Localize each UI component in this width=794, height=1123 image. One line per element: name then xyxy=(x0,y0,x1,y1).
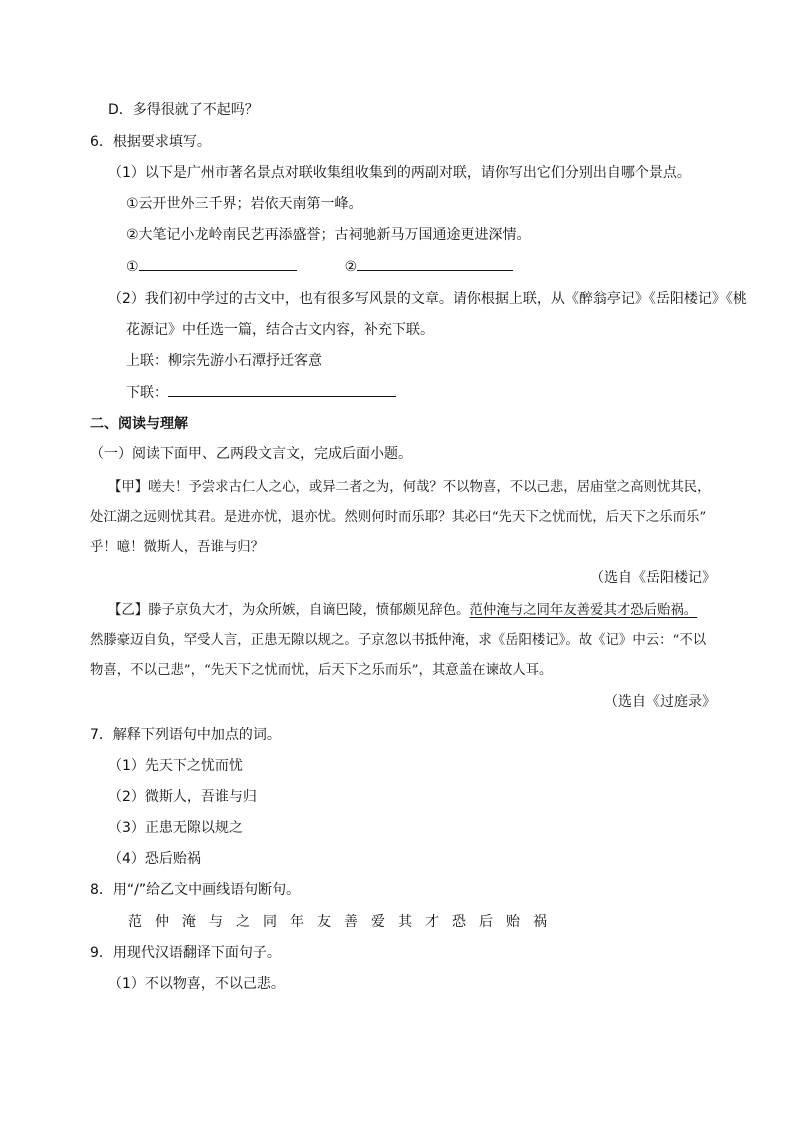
q7-item-1: （1）先天下之忧而忧 xyxy=(108,758,243,774)
passage-yi-line-1-text: 【乙】滕子京负大才，为众所嫉，自谪巴陵，愤郁颇见辞色。 xyxy=(108,603,470,618)
passage-jia-source: （选自《岳阳楼记》 xyxy=(590,570,716,586)
q8-char[interactable]: 爱 xyxy=(371,914,385,930)
section-heading: 二、阅读与理解 xyxy=(90,416,188,432)
q8-char[interactable]: 范 xyxy=(128,914,142,930)
q8-char[interactable]: 善 xyxy=(344,914,358,930)
passage-yi-line-3: 物喜，不以己悲”，“先天下之忧而忧，后天下之乐而乐”，其意盖在谏故人耳。 xyxy=(90,663,553,678)
q8-char[interactable]: 友 xyxy=(317,914,331,930)
answer-blank-1[interactable] xyxy=(139,256,297,271)
lower-couplet-label: 下联： xyxy=(126,385,168,401)
q8-char[interactable]: 贻 xyxy=(506,914,520,930)
lower-couplet-blank[interactable] xyxy=(168,382,396,397)
q6-stem: 6．根据要求填写。 xyxy=(90,134,211,150)
q8-char[interactable]: 恐 xyxy=(452,914,466,930)
blank-1-label: ① xyxy=(126,259,139,275)
q8-stem: 8．用“/”给乙文中画线语句断句。 xyxy=(90,882,301,898)
passage-jia-line-3: 乎！噫！微斯人，吾谁与归？ xyxy=(90,540,265,555)
couplet-1: ①云开世外三千界；岩依天南第一峰。 xyxy=(126,196,363,212)
passage-yi-source: （选自《过庭录》 xyxy=(604,694,716,710)
q9-item-1: （1）不以物喜，不以己悲。 xyxy=(108,976,285,992)
q6-part2-prompt-line2: 花源记》中任选一篇，结合古文内容，补充下联。 xyxy=(126,322,434,338)
passage-yi-line-2: 然滕豪迈自负，罕受人言，正患无隙以规之。子京忽以书抵仲淹，求《岳阳楼记》。故《记》中云：“不以 xyxy=(90,633,707,648)
q7-item-3: （3）正患无隙以规之 xyxy=(108,820,243,836)
q8-char[interactable]: 其 xyxy=(398,914,412,930)
upper-couplet: 上联：柳宗先游小石潭抒迁客意 xyxy=(126,353,322,369)
q8-char[interactable]: 才 xyxy=(425,914,439,930)
q6-part2-prompt-line1: （2）我们初中学过的古文中，也有很多写风景的文章。请你根据上联，从《醉翁亭记》《岳阳楼记》《桃 xyxy=(108,291,747,307)
q8-char[interactable]: 同 xyxy=(263,914,277,930)
q8-char[interactable]: 淹 xyxy=(182,914,196,930)
underlined-sentence: 范仲淹与之同年友善爱其才恐后贻祸。 xyxy=(469,603,698,618)
section-subheading: （一）阅读下面甲、乙两段文言文，完成后面小题。 xyxy=(90,446,412,462)
blank-2-label: ② xyxy=(344,259,358,275)
q8-char[interactable]: 仲 xyxy=(155,914,169,930)
q5-option-d[interactable]: D．多得很就了不起吗？ xyxy=(108,102,259,118)
q8-char[interactable]: 年 xyxy=(290,914,304,930)
q7-stem: 7．解释下列语句中加点的词。 xyxy=(90,727,281,743)
q7-item-4: （4）恐后贻祸 xyxy=(108,851,201,867)
q8-char[interactable]: 与 xyxy=(209,914,223,930)
answer-blanks-row xyxy=(126,256,513,277)
q6-part1-prompt: （1）以下是广州市著名景点对联收集组收集到的两副对联，请你写出它们分别出自哪个景点。 xyxy=(108,165,691,181)
q8-char[interactable]: 祸 xyxy=(533,914,547,930)
passage-yi-line-1 xyxy=(108,601,697,621)
passage-jia-line-1: 【甲】嗟夫！予尝求古仁人之心，或异二者之为，何哉？不以物喜，不以己悲，居庙堂之高则忧其民， xyxy=(108,480,711,495)
couplet-2: ②大笔记小龙岭南民艺再添盛誉；古祠驰新马万国通途更进深情。 xyxy=(126,227,531,243)
lower-couplet-row xyxy=(126,382,396,403)
q8-char[interactable]: 后 xyxy=(479,914,493,930)
q8-char[interactable]: 之 xyxy=(236,914,250,930)
passage-jia-line-2: 处江湖之远则忧其君。是进亦忧，退亦忧。然则何时而乐耶？其必曰“先天下之忧而忧，后天下之乐而乐” xyxy=(90,510,707,525)
q7-item-2: （2）微斯人，吾谁与归 xyxy=(108,789,257,805)
answer-blank-2[interactable] xyxy=(357,256,513,271)
q9-stem: 9．用现代汉语翻译下面句子。 xyxy=(90,945,281,961)
